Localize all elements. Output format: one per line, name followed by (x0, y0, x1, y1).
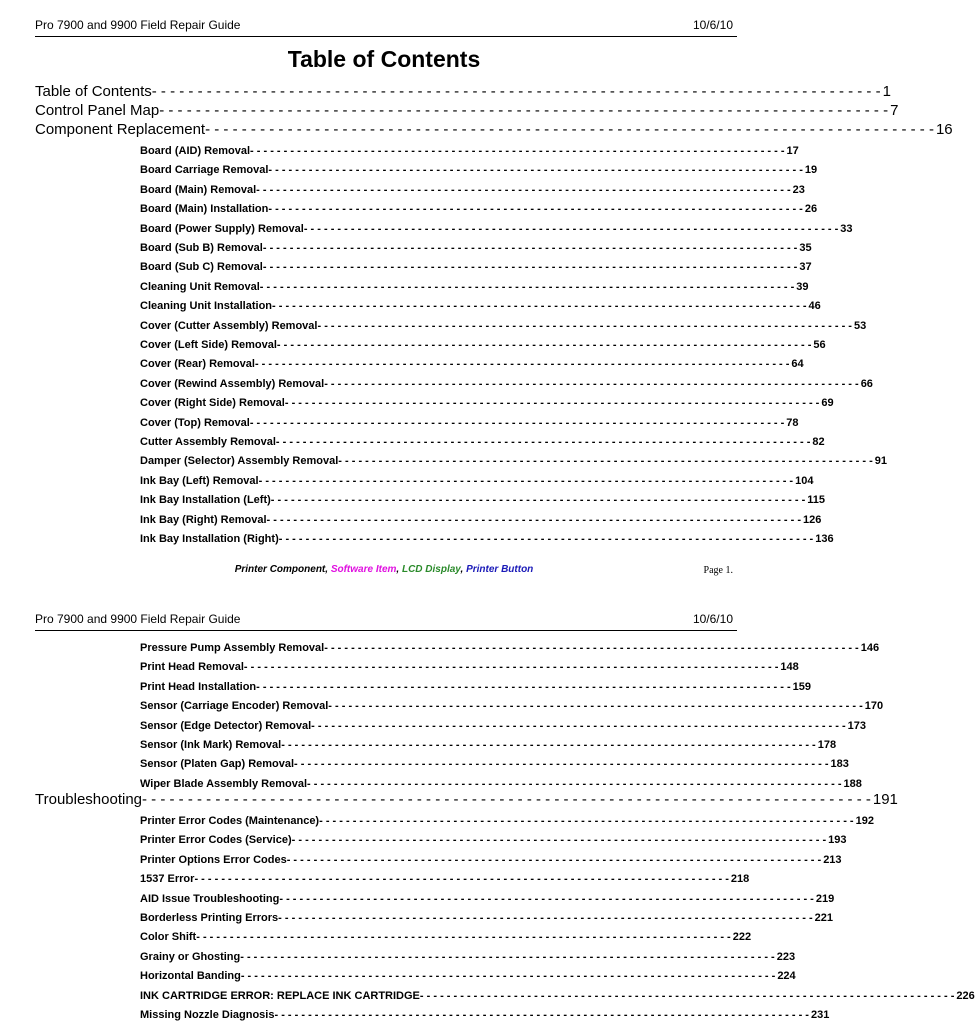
dot-leader: - - - - - - - - - - - - - - - - - - - - - - - - - - - - - - - - - - - - - - - - - - - - - - - - - - - - - - - - - - - - - - - - - - - - - - - - - - - - - - - - (324, 377, 859, 390)
toc-entry-label: Missing Nozzle Diagnosis (140, 1009, 275, 1021)
dot-leader: - - - - - - - - - - - - - - - - - - - - - - - - - - - - - - - - - - - - - - - - - - - - - - - - - - - - - - - - - - - - - - - - - - - - - - - - - - - - - - - - (259, 280, 795, 293)
toc-entry-label: INK CARTRIDGE ERROR: REPLACE INK CARTRIDGE (140, 989, 420, 1002)
legend-software-item: Software Item (330, 564, 397, 575)
dot-leader: - - - - - - - - - - - - - - - - - - - - - - - - - - - - - - - - - - - - - - - - - - - - - - - - - - - - - - - - - - - - - - - - - - - - - - - - - - - - - - - - (249, 416, 785, 429)
toc-entry[interactable] (140, 200, 818, 219)
toc-entry-label: Cutter Assembly Removal (140, 436, 276, 448)
dot-leader: - - - - - - - - - - - - - - - - - - - - - - - - - - - - - - - - - - - - - - - - - - - - - - - - - - - - - - - - - - - - - - - - - - - - - - - - - - - - - - - - (268, 203, 803, 216)
toc-entry[interactable] (140, 870, 750, 889)
toc-entry-page: 170 (864, 700, 884, 713)
page-header (35, 18, 737, 37)
dot-leader: - - - - - - - - - - - - - - - - - - - - - - - - - - - - - - - - - - - - - - - - - - - - - - - - - - - - - - - - - - - - - - - - - - - - - - - - - - - - - - - - (256, 680, 791, 693)
dot-leader: - - - - - - - - - - - - - - - - - - - - - - - - - - - - - - - - - - - - - - - - - - - - - - - - - - - - - - - - - - - - - - - - - - - - - - - - - - - - - - - - (311, 719, 846, 732)
toc-entry-label: Sensor (Edge Detector) Removal (140, 719, 312, 732)
dot-leader: - - - - - - - - - - - - - - - - - - - - - - - - - - - - - - - - - - - - - - - - - - - - - - - - - - - - - - - - - - - - - - - - - - - - - - - - - - - - - - - - (240, 970, 776, 983)
toc-entry-page: 66 (860, 377, 873, 390)
dot-leader: - - - - - - - - - - - - - - - - - - - - - - - - - - - - - - - - - - - - - - - - - - - - - - - - - - - - - - - - - - - - - - - - - - - - - - - - - - - - - - - - (196, 931, 731, 944)
toc-entry-page: 91 (874, 455, 888, 468)
toc-entry-label: Troubleshooting (35, 791, 143, 808)
toc-entry-page: 56 (813, 339, 826, 351)
toc-entry[interactable] (140, 948, 796, 967)
dot-leader: - - - - - - - - - - - - - - - - - - - - - - - - - - - - - - - - - - - - - - - - - - - - - - - - - - - - - - - - - - - - - - - - - - - - - - - - - - - - - - - - (274, 1009, 809, 1021)
toc-entry-page: 39 (796, 280, 809, 293)
toc-entry-page: 213 (823, 853, 842, 866)
toc-section-entry[interactable] (35, 101, 899, 120)
toc-entry-label: Grainy or Ghosting (140, 950, 241, 963)
toc-entry[interactable] (140, 717, 866, 736)
legend-lcd-display: LCD Display (401, 564, 461, 575)
toc-entry-label: Ink Bay (Left) Removal (140, 474, 259, 487)
dot-leader: - - - - - - - - - - - - - - - - - - - - - - - - - - - - - - - - - - - - - - - - - - - - - - - - - - - - - - - - - - - - - - - - - - - - - - - - - - - - - - - - (286, 853, 822, 866)
toc-entry-label: Color Shift (140, 931, 197, 944)
legend-printer-component: Printer Component (234, 564, 326, 575)
toc-entry-label: Board Carriage Removal (140, 164, 269, 177)
toc-entry-page: 148 (780, 661, 799, 674)
dot-leader: - - - - - - - - - - - - - - - - - - - - - - - - - - - - - - - - - - - - - - - - - - - - - - - - - - - - - - - - - - - - - - - - - - - - - - - - - - - - - - - - (262, 261, 798, 274)
toc-entry-page: 231 (810, 1009, 830, 1021)
toc-entry[interactable] (140, 851, 842, 870)
toc-entry[interactable] (140, 511, 822, 530)
toc-entry-page: 16 (935, 121, 953, 138)
toc-entry-page: 193 (828, 834, 847, 847)
toc-entry-label: Cover (Rewind Assembly) Removal (140, 377, 325, 390)
toc-entry-page: 37 (799, 261, 812, 274)
toc-entry-label: Board (Sub C) Removal (140, 261, 263, 274)
toc-entry-label: Board (Main) Installation (140, 203, 269, 216)
dot-leader: - - - - - - - - - - - - - - - - - - - - - - - - - - - - - - - - - - - - - - - - - - - - - - - - - - - - - - - - - - - - - - - - - - - - - - - - - - - - - - - - (254, 358, 790, 371)
dot-leader: - - - - - - - - - - - - - - - - - - - - - - - - - - - - - - - - - - - - - - - - - - - - - - - - - - - - - - - - - - - - - - - - - - - - - - - - - - - - - - - - (281, 739, 816, 751)
page-title: Table of Contents (287, 46, 481, 72)
toc-entry-label: Board (Power Supply) Removal (140, 222, 304, 235)
toc-entry[interactable] (140, 755, 849, 774)
toc-entry-page: 64 (791, 358, 804, 371)
toc-entry[interactable] (140, 142, 799, 161)
toc-entry-page: 26 (804, 203, 818, 216)
dot-leader: - - - - - - - - - - - - - - - - - - - - - - - - - - - - - - - - - - - - - - - - - - - - - - - - - - - - - - - - - - - - - - - - - - - - - - - - - - - - - - - - (279, 892, 814, 905)
toc-entry-page: 183 (830, 758, 849, 771)
toc-entry-page: 126 (803, 513, 822, 526)
toc-entry[interactable] (140, 928, 752, 947)
dot-leader: - - - - - - - - - - - - - - - - - - - - - - - - - - - - - - - - - - - - - - - - - - - - - - - - - - - - - - - - - - - - - - - - - - - - - - - - - - - - - - - - (284, 397, 820, 410)
toc-entry-page: 223 (776, 950, 796, 963)
toc-entry-page: 19 (804, 164, 818, 177)
dot-leader: - - - - - - - - - - - - - - - - - - - - - - - - - - - - - - - - - - - - - - - - - - - - - - - - - - - - - - - - - - - - - - - - - - - - - - - - - - - - - - - - (419, 989, 955, 1002)
toc-entry-page: 222 (732, 931, 752, 944)
toc-entry-label: Cleaning Unit Removal (140, 280, 260, 293)
toc-entry-label: Cover (Top) Removal (140, 416, 250, 429)
dot-leader: - - - - - - - - - - - - - - - - - - - - - - - - - - - - - - - - - - - - - - - - - - - - - - - - - - - - - - - - - - - - - - - - - - - - - - - - - - - - - - - - (270, 494, 806, 507)
toc-entry-page: 219 (815, 892, 835, 905)
toc-entry-label: Borderless Printing Errors (140, 912, 279, 924)
toc-entry-page: 82 (812, 436, 825, 448)
toc-entry[interactable] (140, 161, 818, 180)
header-title: Pro 7900 and 9900 Field Repair Guide (35, 612, 241, 626)
toc-entry[interactable] (140, 678, 811, 697)
toc-entry-page: 35 (799, 242, 812, 254)
dot-leader: - - - - - - - - - - - - - - - - - - - - - - - - - - - - - - - - - - - - - - - - - - - - - - - - - - - - - - - - - - - - - - - - - - - - - - - - - - - - - - - - (328, 700, 863, 713)
toc-entry-label: Cover (Cutter Assembly) Removal (140, 319, 318, 332)
dot-leader: - - - - - - - - - - - - - - - - - - - - - - - - - - - - - - - - - - - - - - - - - - - - - - - - - - - - - - - - - - - - - - - - - - - - - - - - - - - - - - - - (278, 912, 813, 924)
toc-entry[interactable] (140, 472, 814, 491)
toc-entry-page: 226 (956, 989, 975, 1002)
toc-entry-page: 78 (786, 416, 799, 429)
toc-section-entry[interactable] (35, 790, 898, 809)
toc-entry-page: 178 (817, 739, 837, 751)
toc-entry-page: 46 (808, 300, 821, 313)
dot-leader: - - - - - - - - - - - - - - - - - - - - - - - - - - - - - - - - - - - - - - - - - - - - - - - - - - - - - - - - - - - - - - - - - - - - - - - - - - - - - - - - (294, 758, 829, 771)
toc-entry[interactable] (140, 831, 847, 850)
toc-entry[interactable] (140, 375, 873, 394)
toc-entry-label: 1537 Error (140, 873, 195, 886)
toc-entry-page: 192 (855, 815, 874, 827)
toc-entry[interactable] (140, 890, 835, 909)
toc-entry[interactable] (140, 414, 799, 433)
toc-entry[interactable] (140, 258, 812, 277)
toc-entry[interactable] (140, 697, 884, 716)
toc-entry-label: Sensor (Ink Mark) Removal (140, 739, 282, 751)
toc-entry[interactable] (140, 317, 867, 336)
toc-entry-label: Printer Error Codes (Service) (140, 834, 292, 847)
toc-entry-label: Print Head Installation (140, 680, 257, 693)
toc-entry-label: Printer Error Codes (Maintenance) (140, 815, 320, 827)
toc-entry-page: 224 (777, 970, 796, 983)
toc-entry-page: 33 (840, 222, 853, 235)
toc-entry-label: Cover (Right Side) Removal (140, 397, 285, 410)
dot-leader: - - - - - - - - - - - - - - - - - - - - - - - - - - - - - - - - - - - - - - - - - - - - - - - - - - - - - - - - - - - - - - - - - - - - - - - - - - - - - - - - (151, 83, 881, 100)
color-legend: Printer Component, Software Item, LCD Display, Printer Button (234, 564, 534, 575)
dot-leader: - - - - - - - - - - - - - - - - - - - - - - - - - - - - - - - - - - - - - - - - - - - - - - - - - - - - - - - - - - - - - - - - - - - - - - - - - - - - - - - - (278, 533, 814, 545)
toc-entry-page: 104 (795, 474, 814, 487)
dot-leader: - - - - - - - - - - - - - - - - - - - - - - - - - - - - - - - - - - - - - - - - - - - - - - - - - - - - - - - - - - - - - - - - - - - - - - - - - - - - - - - - (258, 474, 794, 487)
dot-leader: - - - - - - - - - - - - - - - - - - - - - - - - - - - - - - - - - - - - - - - - - - - - - - - - - - - - - - - - - - - - - - - - - - - - - - - - - - - - - - - - (205, 121, 934, 138)
header-title: Pro 7900 and 9900 Field Repair Guide (35, 18, 241, 32)
toc-entry-label: Board (Main) Removal (140, 183, 257, 196)
dot-leader: - - - - - - - - - - - - - - - - - - - - - - - - - - - - - - - - - - - - - - - - - - - - - - - - - - - - - - - - - - - - - - - - - - - - - - - - - - - - - - - - (307, 777, 842, 790)
toc-entry-page: 17 (786, 145, 799, 157)
toc-entry-page: 1 (882, 83, 891, 100)
toc-entry-label: Print Head Removal (140, 661, 244, 674)
toc-entry-page: 146 (860, 642, 880, 654)
toc-entry[interactable] (140, 278, 809, 297)
toc-entry-page: 115 (807, 494, 826, 507)
toc-entry-page: 221 (814, 912, 833, 924)
dot-leader: - - - - - - - - - - - - - - - - - - - - - - - - - - - - - - - - - - - - - - - - - - - - - - - - - - - - - - - - - - - - - - - - - - - - - - - - - - - - - - - - (317, 319, 852, 332)
toc-entry-label: Board (AID) Removal (140, 145, 251, 157)
dot-leader: - - - - - - - - - - - - - - - - - - - - - - - - - - - - - - - - - - - - - - - - - - - - - - - - - - - - - - - - - - - - - - - - - - - - - - - - - - - - - - - - (159, 102, 889, 119)
toc-entry-label: Ink Bay (Right) Removal (140, 513, 267, 526)
toc-entry-label: Wiper Blade Assembly Removal (140, 777, 307, 790)
dot-leader: - - - - - - - - - - - - - - - - - - - - - - - - - - - - - - - - - - - - - - - - - - - - - - - - - - - - - - - - - - - - - - - - - - - - - - - - - - - - - - - - (324, 642, 859, 654)
dot-leader: - - - - - - - - - - - - - - - - - - - - - - - - - - - - - - - - - - - - - - - - - - - - - - - - - - - - - - - - - - - - - - - - - - - - - - - - - - - - - - - - (338, 455, 873, 468)
dot-leader: - - - - - - - - - - - - - - - - - - - - - - - - - - - - - - - - - - - - - - - - - - - - - - - - - - - - - - - - - - - - - - - - - - - - - - - - - - - - - - - - (268, 164, 803, 177)
toc-entry-page: 53 (853, 319, 867, 332)
toc-entry-label: Horizontal Banding (140, 970, 241, 983)
header-date: 10/6/10 (692, 18, 733, 32)
dot-leader: - - - - - - - - - - - - - - - - - - - - - - - - - - - - - - - - - - - - - - - - - - - - - - - - - - - - - - - - - - - - - - - - - - - - - - - - - - - - - - - - (262, 242, 798, 254)
toc-entry[interactable] (140, 220, 853, 239)
dot-leader: - - - - - - - - - - - - - - - - - - - - - - - - - - - - - - - - - - - - - - - - - - - - - - - - - - - - - - - - - - - - - - - - - - - - - - - - - - - - - - - - (256, 183, 791, 196)
toc-entry[interactable] (140, 452, 888, 471)
dot-leader: - - - - - - - - - - - - - - - - - - - - - - - - - - - - - - - - - - - - - - - - - - - - - - - - - - - - - - - - - - - - - - - - - - - - - - - - - - - - - - - - (272, 300, 807, 313)
toc-section-entry[interactable] (35, 82, 891, 101)
toc-entry-page: 136 (815, 533, 834, 545)
toc-entry-label: Component Replacement (35, 121, 206, 138)
dot-leader: - - - - - - - - - - - - - - - - - - - - - - - - - - - - - - - - - - - - - - - - - - - - - - - - - - - - - - - - - - - - - - - - - - - - - - - - - - - - - - - - (276, 339, 812, 351)
toc-entry[interactable] (140, 967, 796, 986)
toc-entry[interactable] (140, 530, 834, 549)
toc-entry-label: Sensor (Platen Gap) Removal (140, 758, 295, 771)
dot-leader: - - - - - - - - - - - - - - - - - - - - - - - - - - - - - - - - - - - - - - - - - - - - - - - - - - - - - - - - - - - - - - - - - - - - - - - - - - - - - - - - (243, 661, 779, 674)
toc-entry-label: Cleaning Unit Installation (140, 300, 273, 313)
toc-entry[interactable] (140, 394, 834, 413)
toc-entry-page: 188 (843, 777, 862, 790)
toc-entry[interactable] (140, 181, 805, 200)
toc-entry-label: Printer Options Error Codes (140, 853, 287, 866)
toc-entry-label: Table of Contents (35, 83, 152, 100)
page-number: Page 1. (703, 565, 733, 576)
legend-printer-button: Printer Button (466, 564, 534, 575)
toc-entry-label: Damper (Selector) Assembly Removal (140, 455, 339, 468)
toc-entry[interactable] (140, 433, 825, 452)
toc-entry-label: Control Panel Map (35, 102, 160, 119)
toc-entry[interactable] (140, 736, 837, 755)
toc-entry-label: Ink Bay Installation (Right) (140, 533, 279, 545)
dot-leader: - - - - - - - - - - - - - - - - - - - - - - - - - - - - - - - - - - - - - - - - - - - - - - - - - - - - - - - - - - - - - - - - - - - - - - - - - - - - - - - - (266, 513, 802, 526)
toc-entry-page: 159 (792, 680, 811, 693)
toc-entry-page: 7 (890, 102, 899, 119)
toc-entry[interactable] (140, 909, 833, 928)
toc-entry-page: 173 (847, 719, 866, 732)
toc-entry[interactable] (140, 491, 826, 510)
toc-entry[interactable] (140, 639, 880, 658)
dot-leader: - - - - - - - - - - - - - - - - - - - - - - - - - - - - - - - - - - - - - - - - - - - - - - - - - - - - - - - - - - - - - - - - - - - - - - - - - - - - - - - - (319, 815, 854, 827)
toc-entry[interactable] (140, 987, 975, 1006)
toc-entry-page: 191 (872, 791, 898, 808)
toc-entry[interactable] (140, 355, 804, 374)
toc-entry[interactable] (140, 658, 799, 677)
dot-leader: - - - - - - - - - - - - - - - - - - - - - - - - - - - - - - - - - - - - - - - - - - - - - - - - - - - - - - - - - - - - - - - - - - - - - - - - - - - - - - - - (240, 950, 775, 963)
toc-entry-label: Cover (Left Side) Removal (140, 339, 277, 351)
toc-entry-page: 23 (792, 183, 805, 196)
toc-entry[interactable] (140, 1006, 830, 1025)
dot-leader: - - - - - - - - - - - - - - - - - - - - - - - - - - - - - - - - - - - - - - - - - - - - - - - - - - - - - - - - - - - - - - - - - - - - - - - - - - - - - - - - (291, 834, 827, 847)
toc-entry-label: Board (Sub B) Removal (140, 242, 263, 254)
dot-leader: - - - - - - - - - - - - - - - - - - - - - - - - - - - - - - - - - - - - - - - - - - - - - - - - - - - - - - - - - - - - - - - - - - - - - - - - - - - - - - - - (250, 145, 785, 157)
toc-entry-label: Cover (Rear) Removal (140, 358, 255, 371)
toc-entry[interactable] (140, 336, 826, 355)
toc-entry-label: Pressure Pump Assembly Removal (140, 642, 325, 654)
toc-entry[interactable] (140, 812, 874, 831)
dot-leader: - - - - - - - - - - - - - - - - - - - - - - - - - - - - - - - - - - - - - - - - - - - - - - - - - - - - - - - - - - - - - - - - - - - - - - - - - - - - - - - - (275, 436, 811, 448)
toc-section-entry[interactable] (35, 120, 953, 139)
dot-leader: - - - - - - - - - - - - - - - - - - - - - - - - - - - - - - - - - - - - - - - - - - - - - - - - - - - - - - - - - - - - - - - - - - - - - - - - - - - - - - - - (142, 791, 871, 808)
toc-entry-label: AID Issue Troubleshooting (140, 892, 280, 905)
header-date: 10/6/10 (692, 612, 733, 626)
toc-entry[interactable] (140, 239, 812, 258)
dot-leader: - - - - - - - - - - - - - - - - - - - - - - - - - - - - - - - - - - - - - - - - - - - - - - - - - - - - - - - - - - - - - - - - - - - - - - - - - - - - - - - - (303, 222, 839, 235)
dot-leader: - - - - - - - - - - - - - - - - - - - - - - - - - - - - - - - - - - - - - - - - - - - - - - - - - - - - - - - - - - - - - - - - - - - - - - - - - - - - - - - - (194, 873, 729, 886)
toc-entry-label: Ink Bay Installation (Left) (140, 494, 271, 507)
toc-entry-label: Sensor (Carriage Encoder) Removal (140, 700, 329, 713)
toc-entry[interactable] (140, 297, 821, 316)
toc-entry-page: 218 (730, 873, 750, 886)
toc-entry-page: 69 (821, 397, 834, 410)
page-header-2 (35, 612, 737, 631)
